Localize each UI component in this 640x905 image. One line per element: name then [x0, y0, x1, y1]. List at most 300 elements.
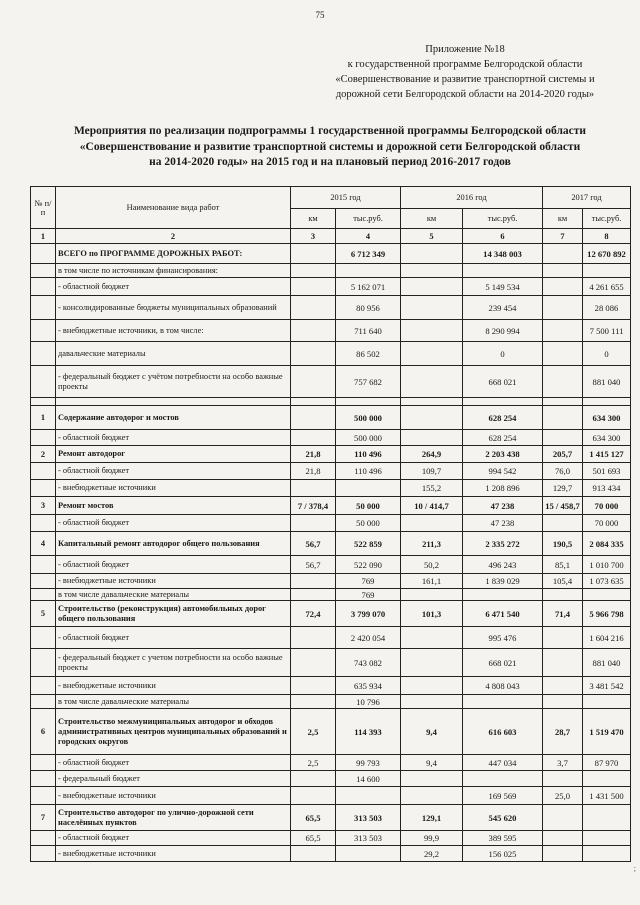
value-cell: 634 300 — [583, 430, 631, 446]
appendix-line-2: к государственной программе Белгородской области — [347, 59, 583, 70]
value-cell — [583, 589, 631, 601]
row-name-cell: давальческие материалы — [56, 342, 291, 366]
value-cell — [291, 574, 336, 589]
document-title — [40, 124, 620, 171]
value-cell: 110 496 — [336, 446, 401, 463]
value-cell — [401, 677, 463, 695]
value-cell — [543, 278, 583, 296]
value-cell — [543, 589, 583, 601]
row-name-cell: - областной бюджет — [56, 430, 291, 446]
value-cell — [401, 771, 463, 787]
value-cell — [543, 342, 583, 366]
value-cell: 56,7 — [291, 532, 336, 556]
row-number-cell — [31, 846, 56, 862]
row-number-cell — [31, 244, 56, 264]
value-cell — [543, 366, 583, 398]
row-number-cell — [31, 278, 56, 296]
value-cell: 155,2 — [401, 480, 463, 497]
row-name-cell: - областной бюджет — [56, 515, 291, 532]
value-cell — [291, 649, 336, 677]
value-cell: 1 839 029 — [463, 574, 543, 589]
value-cell: 71,4 — [543, 601, 583, 627]
value-cell — [291, 515, 336, 532]
header-rub-2016: тыс.руб. — [463, 209, 543, 229]
value-cell — [543, 846, 583, 862]
value-cell: 2 420 054 — [336, 627, 401, 649]
value-cell — [291, 677, 336, 695]
value-cell: 21,8 — [291, 446, 336, 463]
value-cell — [291, 589, 336, 601]
row-name-cell: - консолидированные бюджеты муниципальных образований — [56, 296, 291, 320]
row-name-cell: - внебюджетные источники — [56, 677, 291, 695]
header-2016: 2016 год — [401, 187, 543, 209]
value-cell: 1 415 127 — [583, 446, 631, 463]
row-number-cell: 4 — [31, 532, 56, 556]
value-cell: 190,5 — [543, 532, 583, 556]
row-number-cell: 5 — [31, 601, 56, 627]
value-cell: 14 348 003 — [463, 244, 543, 264]
row-name-cell: - областной бюджет — [56, 278, 291, 296]
value-cell — [401, 649, 463, 677]
table-row — [31, 677, 631, 695]
value-cell: 28,7 — [543, 709, 583, 755]
table-row — [31, 709, 631, 755]
row-number-cell: 6 — [31, 709, 56, 755]
row-number-cell: 1 — [31, 406, 56, 430]
row-number-cell — [31, 296, 56, 320]
value-cell: 500 000 — [336, 406, 401, 430]
value-cell — [543, 771, 583, 787]
row-number-cell — [31, 589, 56, 601]
value-cell — [401, 398, 463, 406]
table-row — [31, 264, 631, 278]
row-name-cell: в том числе давальческие материалы — [56, 695, 291, 709]
value-cell: 205,7 — [543, 446, 583, 463]
value-cell: 2,5 — [291, 709, 336, 755]
value-cell: 5 149 534 — [463, 278, 543, 296]
value-cell: 65,5 — [291, 805, 336, 831]
value-cell — [401, 430, 463, 446]
index-cell: 4 — [336, 229, 401, 244]
value-cell: 114 393 — [336, 709, 401, 755]
header-km-2016: км — [401, 209, 463, 229]
value-cell: 50 000 — [336, 497, 401, 515]
value-cell: 21,8 — [291, 463, 336, 480]
value-cell: 264,9 — [401, 446, 463, 463]
value-cell — [401, 278, 463, 296]
value-cell — [401, 406, 463, 430]
table-row — [31, 463, 631, 480]
row-name-cell: - внебюджетные источники, в том числе: — [56, 320, 291, 342]
row-name-cell: - областной бюджет — [56, 556, 291, 574]
value-cell — [401, 627, 463, 649]
value-cell: 99,9 — [401, 831, 463, 846]
value-cell — [336, 264, 401, 278]
value-cell — [583, 846, 631, 862]
value-cell: 99 793 — [336, 755, 401, 771]
value-cell: 10 / 414,7 — [401, 497, 463, 515]
row-name-cell: - областной бюджет — [56, 831, 291, 846]
value-cell: 169 569 — [463, 787, 543, 805]
row-name-cell: в том числе по источникам финансирования: — [56, 264, 291, 278]
index-cell: 3 — [291, 229, 336, 244]
value-cell — [543, 627, 583, 649]
value-cell: 1 073 635 — [583, 574, 631, 589]
value-cell: 29,2 — [401, 846, 463, 862]
table-row — [31, 320, 631, 342]
value-cell: 161,1 — [401, 574, 463, 589]
value-cell: 15 / 458,7 — [543, 497, 583, 515]
row-number-cell — [31, 264, 56, 278]
value-cell: 129,1 — [401, 805, 463, 831]
value-cell: 628 254 — [463, 430, 543, 446]
row-number-cell — [31, 649, 56, 677]
value-cell — [463, 589, 543, 601]
value-cell: 50 000 — [336, 515, 401, 532]
value-cell: 0 — [583, 342, 631, 366]
value-cell: 881 040 — [583, 366, 631, 398]
row-number-cell — [31, 342, 56, 366]
row-number-cell — [31, 695, 56, 709]
table-row — [31, 601, 631, 627]
value-cell — [291, 398, 336, 406]
row-number-cell — [31, 831, 56, 846]
value-cell: 87 970 — [583, 755, 631, 771]
value-cell — [291, 430, 336, 446]
table-row — [31, 627, 631, 649]
value-cell: 0 — [463, 342, 543, 366]
value-cell: 72,4 — [291, 601, 336, 627]
value-cell: 994 542 — [463, 463, 543, 480]
value-cell: 86 502 — [336, 342, 401, 366]
value-cell: 4 261 655 — [583, 278, 631, 296]
table-row — [31, 515, 631, 532]
value-cell — [583, 264, 631, 278]
value-cell: 3,7 — [543, 755, 583, 771]
value-cell — [543, 695, 583, 709]
value-cell: 635 934 — [336, 677, 401, 695]
value-cell: 28 086 — [583, 296, 631, 320]
row-name-cell: Ремонт автодорог — [56, 446, 291, 463]
header-2017: 2017 год — [543, 187, 631, 209]
value-cell: 80 956 — [336, 296, 401, 320]
value-cell — [463, 264, 543, 278]
header-rub-2015: тыс.руб. — [336, 209, 401, 229]
table-row — [31, 787, 631, 805]
value-cell — [291, 771, 336, 787]
value-cell: 769 — [336, 589, 401, 601]
value-cell: 1 208 896 — [463, 480, 543, 497]
value-cell: 3 481 542 — [583, 677, 631, 695]
value-cell: 50,2 — [401, 556, 463, 574]
index-cell: 7 — [543, 229, 583, 244]
header-number: № п/п — [31, 187, 56, 229]
value-cell: 12 670 892 — [583, 244, 631, 264]
works-table — [30, 186, 631, 862]
value-cell: 1 519 470 — [583, 709, 631, 755]
value-cell: 913 434 — [583, 480, 631, 497]
value-cell — [543, 831, 583, 846]
value-cell — [291, 342, 336, 366]
table-row — [31, 846, 631, 862]
value-cell — [401, 264, 463, 278]
value-cell — [291, 846, 336, 862]
row-number-cell — [31, 771, 56, 787]
value-cell: 501 693 — [583, 463, 631, 480]
row-number-cell — [31, 787, 56, 805]
table-row — [31, 366, 631, 398]
value-cell: 1 604 216 — [583, 627, 631, 649]
value-cell: 76,0 — [543, 463, 583, 480]
value-cell — [463, 771, 543, 787]
value-cell: 2,5 — [291, 755, 336, 771]
table-row — [31, 556, 631, 574]
table-row — [31, 398, 631, 406]
value-cell — [543, 320, 583, 342]
value-cell — [543, 296, 583, 320]
value-cell: 239 454 — [463, 296, 543, 320]
value-cell: 757 682 — [336, 366, 401, 398]
value-cell — [543, 515, 583, 532]
row-number-cell: 7 — [31, 805, 56, 831]
value-cell: 522 859 — [336, 532, 401, 556]
value-cell: 7 500 111 — [583, 320, 631, 342]
row-number-cell — [31, 398, 56, 406]
value-cell — [583, 831, 631, 846]
row-number-cell — [31, 320, 56, 342]
row-name-cell: Капитальный ремонт автодорог общего пользования — [56, 532, 291, 556]
value-cell — [543, 244, 583, 264]
value-cell — [291, 264, 336, 278]
header-name: Наименование вида работ — [56, 187, 291, 229]
index-row — [31, 229, 631, 244]
value-cell: 447 034 — [463, 755, 543, 771]
table-row — [31, 755, 631, 771]
value-cell: 628 254 — [463, 406, 543, 430]
value-cell: 105,4 — [543, 574, 583, 589]
value-cell: 2 203 438 — [463, 446, 543, 463]
value-cell — [401, 787, 463, 805]
appendix-line-4: дорожной сети Белгородской области на 2014-2020 годы» — [335, 89, 595, 100]
value-cell: 496 243 — [463, 556, 543, 574]
value-cell: 129,7 — [543, 480, 583, 497]
value-cell — [291, 278, 336, 296]
row-number-cell: 2 — [31, 446, 56, 463]
value-cell — [336, 787, 401, 805]
value-cell — [583, 695, 631, 709]
value-cell: 500 000 — [336, 430, 401, 446]
value-cell — [401, 589, 463, 601]
value-cell: 156 025 — [463, 846, 543, 862]
table-row — [31, 574, 631, 589]
row-number-cell — [31, 556, 56, 574]
value-cell — [291, 406, 336, 430]
value-cell — [543, 264, 583, 278]
value-cell — [463, 398, 543, 406]
value-cell: 3 799 070 — [336, 601, 401, 627]
value-cell — [401, 366, 463, 398]
value-cell — [401, 515, 463, 532]
index-cell: 2 — [56, 229, 291, 244]
row-name-cell: ВСЕГО по ПРОГРАММЕ ДОРОЖНЫХ РАБОТ: — [56, 244, 291, 264]
value-cell: 14 600 — [336, 771, 401, 787]
value-cell: 545 620 — [463, 805, 543, 831]
table-row — [31, 480, 631, 497]
value-cell: 995 476 — [463, 627, 543, 649]
value-cell — [401, 695, 463, 709]
value-cell: 616 603 — [463, 709, 543, 755]
value-cell: 4 808 043 — [463, 677, 543, 695]
table-row — [31, 695, 631, 709]
value-cell: 6 712 349 — [336, 244, 401, 264]
table-row — [31, 342, 631, 366]
row-number-cell — [31, 677, 56, 695]
index-cell: 6 — [463, 229, 543, 244]
row-number-cell — [31, 574, 56, 589]
value-cell: 56,7 — [291, 556, 336, 574]
value-cell — [401, 296, 463, 320]
value-cell — [543, 805, 583, 831]
table-row — [31, 589, 631, 601]
table-row — [31, 831, 631, 846]
value-cell: 9,4 — [401, 709, 463, 755]
value-cell: 2 084 335 — [583, 532, 631, 556]
value-cell: 7 / 378,4 — [291, 497, 336, 515]
appendix-line-1: Приложение №18 — [425, 44, 505, 55]
value-cell: 110 496 — [336, 463, 401, 480]
row-name-cell: - федеральный бюджет с учётом потребности на особо важные проекты — [56, 366, 291, 398]
row-name-cell: - внебюджетные источники — [56, 787, 291, 805]
row-name-cell: - областной бюджет — [56, 755, 291, 771]
value-cell: 47 238 — [463, 515, 543, 532]
value-cell: 668 021 — [463, 366, 543, 398]
row-number-cell — [31, 627, 56, 649]
value-cell — [583, 805, 631, 831]
value-cell: 5 162 071 — [336, 278, 401, 296]
value-cell: 6 471 540 — [463, 601, 543, 627]
table-row — [31, 430, 631, 446]
table-row — [31, 805, 631, 831]
appendix-header — [300, 42, 630, 102]
value-cell: 10 796 — [336, 695, 401, 709]
value-cell — [291, 695, 336, 709]
value-cell — [291, 480, 336, 497]
row-name-cell: Ремонт мостов — [56, 497, 291, 515]
row-name-cell: - областной бюджет — [56, 627, 291, 649]
value-cell — [401, 320, 463, 342]
table-row — [31, 406, 631, 430]
value-cell: 101,3 — [401, 601, 463, 627]
row-number-cell — [31, 755, 56, 771]
value-cell: 65,5 — [291, 831, 336, 846]
index-cell: 8 — [583, 229, 631, 244]
row-name-cell: - областной бюджет — [56, 463, 291, 480]
value-cell — [336, 480, 401, 497]
table-row — [31, 532, 631, 556]
value-cell: 8 290 994 — [463, 320, 543, 342]
value-cell — [291, 787, 336, 805]
value-cell — [291, 366, 336, 398]
row-number-cell — [31, 366, 56, 398]
value-cell — [401, 244, 463, 264]
value-cell: 313 503 — [336, 831, 401, 846]
value-cell: 1 431 500 — [583, 787, 631, 805]
value-cell — [583, 398, 631, 406]
value-cell — [543, 649, 583, 677]
row-number-cell — [31, 463, 56, 480]
table-row — [31, 446, 631, 463]
row-name-cell: Строительство межмуниципальных автодорог и обходов административных центров муниципальных образований и городских округов — [56, 709, 291, 755]
table-body — [31, 244, 631, 862]
index-cell: 5 — [401, 229, 463, 244]
row-number-cell — [31, 515, 56, 532]
title-line-1: Мероприятия по реализации подпрограммы 1 государственной программы Белгородской области — [73, 125, 587, 137]
value-cell: 9,4 — [401, 755, 463, 771]
value-cell — [543, 398, 583, 406]
value-cell: 522 090 — [336, 556, 401, 574]
row-name-cell: - внебюджетные источники — [56, 480, 291, 497]
value-cell — [583, 771, 631, 787]
title-line-2: «Совершенствование и развитие транспортной системы и дорожной сети Белгородской области — [79, 140, 581, 153]
value-cell: 70 000 — [583, 515, 631, 532]
value-cell: 1 010 700 — [583, 556, 631, 574]
value-cell — [401, 342, 463, 366]
page-number: 75 — [315, 10, 325, 20]
value-cell — [463, 695, 543, 709]
value-cell: 70 000 — [583, 497, 631, 515]
title-line-3: на 2014-2020 годы» на 2015 год и на плановый период 2016-2017 годов — [149, 156, 511, 168]
row-name-cell: - внебюджетные источники — [56, 574, 291, 589]
header-rub-2017: тыс.руб. — [583, 209, 631, 229]
table-row — [31, 649, 631, 677]
table-row — [31, 296, 631, 320]
value-cell: 85,1 — [543, 556, 583, 574]
index-cell: 1 — [31, 229, 56, 244]
row-name-cell: в том числе давальческие материалы — [56, 589, 291, 601]
header-km-2015: км — [291, 209, 336, 229]
value-cell: 389 595 — [463, 831, 543, 846]
row-name-cell: Содержание автодорог и мостов — [56, 406, 291, 430]
value-cell — [543, 677, 583, 695]
value-cell: 769 — [336, 574, 401, 589]
table-row — [31, 278, 631, 296]
value-cell: 47 238 — [463, 497, 543, 515]
value-cell: 25,0 — [543, 787, 583, 805]
row-name-cell: Строительство (реконструкция) автомобильных дорог общего пользования — [56, 601, 291, 627]
row-number-cell: 3 — [31, 497, 56, 515]
table-row — [31, 244, 631, 264]
row-name-cell: - федеральный бюджет — [56, 771, 291, 787]
value-cell: 711 640 — [336, 320, 401, 342]
row-name-cell: - федеральный бюджет с учетом потребности на особо важные проекты — [56, 649, 291, 677]
value-cell: 109,7 — [401, 463, 463, 480]
row-name-cell: Строительство автодорог по улично-дорожной сети населённых пунктов — [56, 805, 291, 831]
row-name-cell: - внебюджетные источники — [56, 846, 291, 862]
margin-mark: ; — [633, 864, 636, 873]
value-cell: 634 300 — [583, 406, 631, 430]
table-row — [31, 771, 631, 787]
value-cell: 5 966 798 — [583, 601, 631, 627]
value-cell: 881 040 — [583, 649, 631, 677]
value-cell — [291, 627, 336, 649]
value-cell: 668 021 — [463, 649, 543, 677]
value-cell — [291, 320, 336, 342]
value-cell — [543, 406, 583, 430]
value-cell: 743 082 — [336, 649, 401, 677]
appendix-line-3: «Совершенствование и развитие транспортной системы и — [335, 74, 595, 85]
value-cell — [336, 398, 401, 406]
value-cell — [543, 430, 583, 446]
